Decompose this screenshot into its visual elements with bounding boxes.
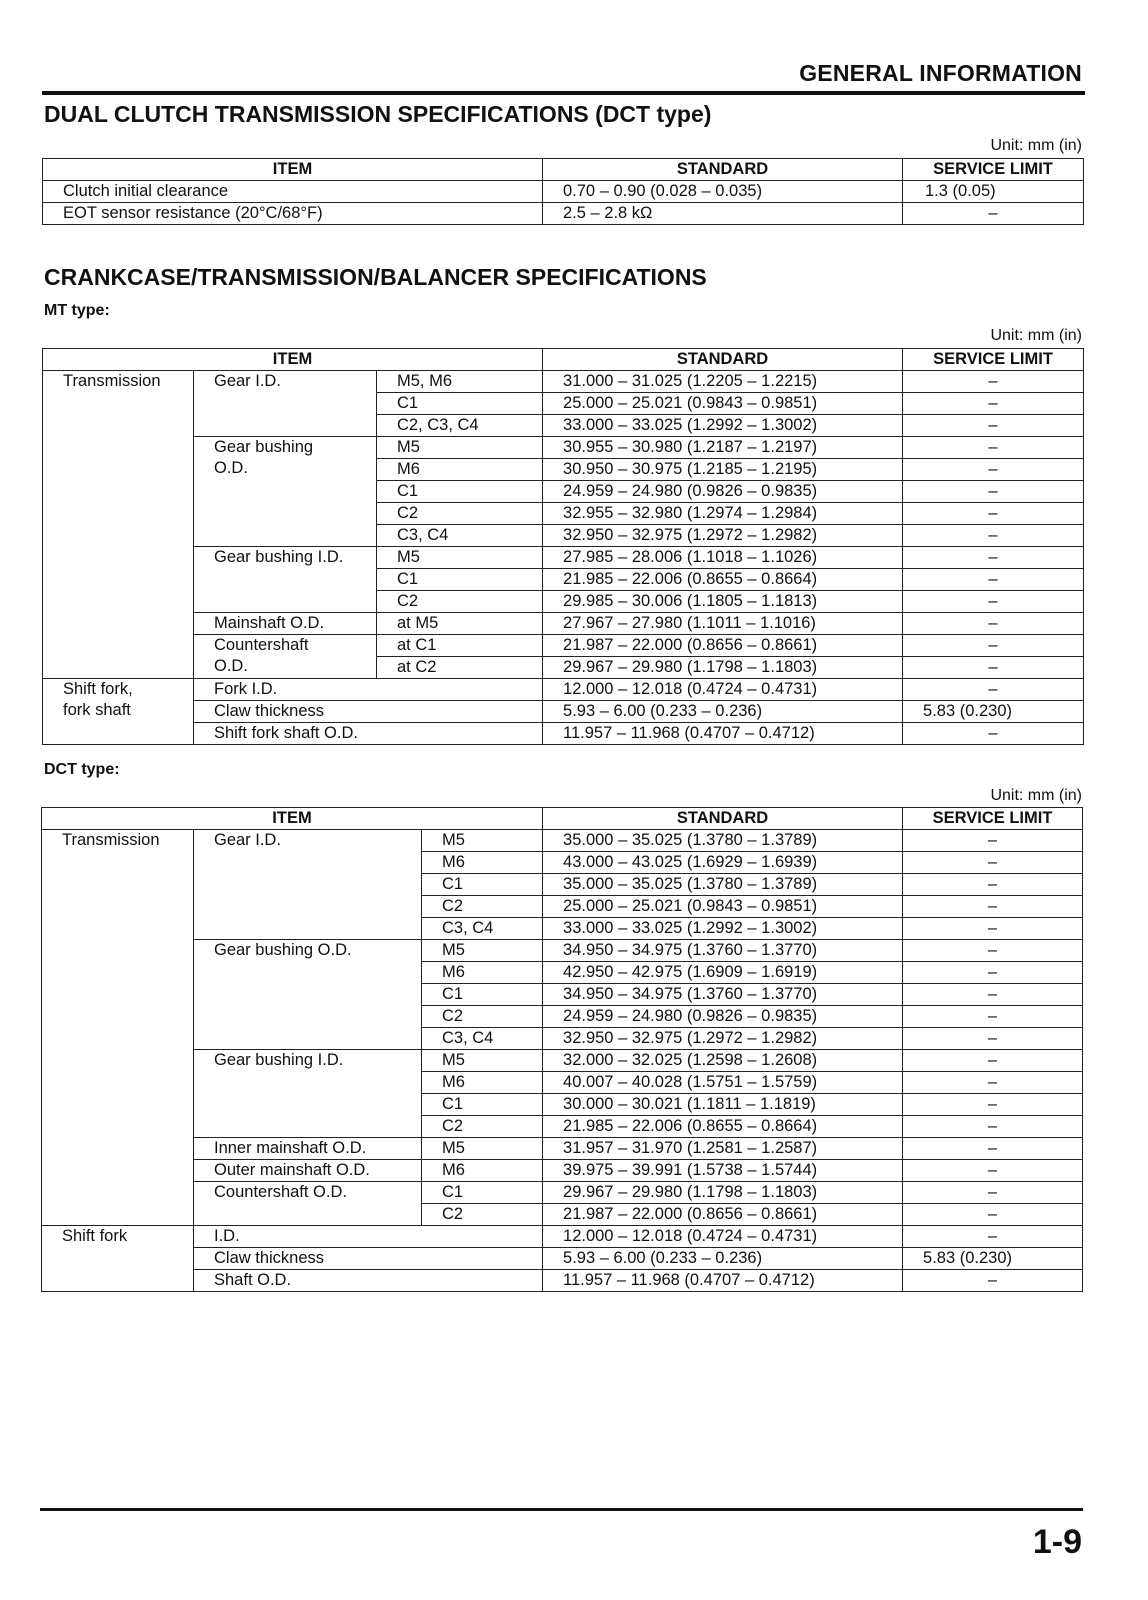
limit-cell: – — [903, 437, 1084, 459]
shaft-od-label: Shaft O.D. — [194, 1270, 543, 1292]
limit-cell: – — [903, 679, 1084, 701]
standard-cell: 5.93 – 6.00 (0.233 – 0.236) — [543, 701, 903, 723]
shift-fork-shaft-od-label: Shift fork shaft O.D. — [194, 723, 543, 745]
sub-cell: M5 — [377, 547, 543, 569]
standard-cell: 32.950 – 32.975 (1.2972 – 1.2982) — [543, 525, 903, 547]
standard-cell: 32.955 – 32.980 (1.2974 – 1.2984) — [543, 503, 903, 525]
limit-cell: – — [903, 613, 1084, 635]
table-row — [43, 181, 1084, 203]
limit-cell: – — [903, 371, 1084, 393]
limit-cell: – — [903, 635, 1084, 657]
limit-cell: 5.83 (0.230) — [903, 1248, 1083, 1270]
group-transmission: Transmission — [43, 371, 194, 679]
gear-bushing-id-label: Gear bushing I.D. — [194, 547, 377, 613]
dct-specs-title: DUAL CLUTCH TRANSMISSION SPECIFICATIONS (DCT type) — [44, 101, 712, 127]
limit-cell: – — [903, 657, 1084, 679]
mt-unit: Unit: mm (in) — [990, 327, 1082, 344]
standard-cell: 11.957 – 11.968 (0.4707 – 0.4712) — [543, 1270, 903, 1292]
limit-cell: – — [903, 723, 1084, 745]
countershaft-od-label: Countershaft O.D. — [194, 635, 377, 679]
dct-spec-table — [41, 807, 1083, 1292]
sub-cell: C2, C3, C4 — [377, 415, 543, 437]
standard-cell: 32.950 – 32.975 (1.2972 – 1.2982) — [543, 1028, 903, 1050]
limit-cell: – — [903, 1138, 1083, 1160]
group-shift-fork: Shift fork, fork shaft — [43, 679, 194, 745]
col-limit: SERVICE LIMIT — [903, 349, 1084, 371]
sub-cell: C1 — [377, 569, 543, 591]
mt-spec-table — [42, 348, 1084, 745]
claw-thickness-label: Claw thickness — [194, 1248, 543, 1270]
limit-cell: 1.3 (0.05) — [903, 181, 1084, 203]
limit-cell: – — [903, 962, 1083, 984]
limit-cell: – — [903, 481, 1084, 503]
limit-cell: – — [903, 984, 1083, 1006]
standard-cell: 29.967 – 29.980 (1.1798 – 1.1803) — [543, 657, 903, 679]
sub-cell: M5 — [422, 830, 543, 852]
limit-cell: – — [903, 459, 1084, 481]
sub-cell: M6 — [422, 962, 543, 984]
standard-cell: 34.950 – 34.975 (1.3760 – 1.3770) — [543, 984, 903, 1006]
standard-cell: 0.70 – 0.90 (0.028 – 0.035) — [543, 181, 903, 203]
standard-cell: 12.000 – 12.018 (0.4724 – 0.4731) — [543, 679, 903, 701]
limit-cell: – — [903, 940, 1083, 962]
limit-cell: – — [903, 415, 1084, 437]
sub-cell: C3, C4 — [422, 1028, 543, 1050]
limit-cell: – — [903, 1116, 1083, 1138]
item-cell: Clutch initial clearance — [43, 181, 543, 203]
standard-cell: 12.000 – 12.018 (0.4724 – 0.4731) — [543, 1226, 903, 1248]
header-rule — [42, 91, 1085, 95]
dct-specs-unit: Unit: mm (in) — [990, 137, 1082, 154]
limit-cell: – — [903, 1270, 1083, 1292]
limit-cell: – — [903, 591, 1084, 613]
sub-cell: C1 — [377, 393, 543, 415]
sub-cell: M6 — [422, 1072, 543, 1094]
standard-cell: 25.000 – 25.021 (0.9843 – 0.9851) — [543, 393, 903, 415]
sub-cell: C2 — [377, 503, 543, 525]
inner-mainshaft-label: Inner mainshaft O.D. — [194, 1138, 422, 1160]
sub-cell: M6 — [377, 459, 543, 481]
mainshaft-od-label: Mainshaft O.D. — [194, 613, 377, 635]
table-row — [43, 203, 1084, 225]
fork-id-label: I.D. — [194, 1226, 543, 1248]
gear-bushing-od-label: Gear bushing O.D. — [194, 940, 422, 1050]
standard-cell: 39.975 – 39.991 (1.5738 – 1.5744) — [543, 1160, 903, 1182]
limit-cell: – — [903, 525, 1084, 547]
standard-cell: 30.950 – 30.975 (1.2185 – 1.2195) — [543, 459, 903, 481]
sub-cell: M6 — [422, 852, 543, 874]
standard-cell: 21.985 – 22.006 (0.8655 – 0.8664) — [543, 569, 903, 591]
limit-cell: – — [903, 1050, 1083, 1072]
limit-cell: – — [903, 1006, 1083, 1028]
claw-thickness-label: Claw thickness — [194, 701, 543, 723]
limit-cell: – — [903, 1072, 1083, 1094]
gear-id-label: Gear I.D. — [194, 830, 422, 940]
standard-cell: 33.000 – 33.025 (1.2992 – 1.3002) — [543, 918, 903, 940]
sub-cell: C2 — [422, 1006, 543, 1028]
dct-type-label: DCT type: — [44, 761, 120, 778]
sub-cell: M5, M6 — [377, 371, 543, 393]
sub-cell: C2 — [377, 591, 543, 613]
crankcase-title: CRANKCASE/TRANSMISSION/BALANCER SPECIFICATIONS — [44, 264, 707, 290]
limit-cell: – — [903, 393, 1084, 415]
sub-cell: C2 — [422, 896, 543, 918]
limit-cell: – — [903, 1182, 1083, 1204]
sub-cell: at M5 — [377, 613, 543, 635]
standard-cell: 29.967 – 29.980 (1.1798 – 1.1803) — [543, 1182, 903, 1204]
countershaft-od-label: Countershaft O.D. — [194, 1182, 422, 1226]
standard-cell: 21.987 – 22.000 (0.8656 – 0.8661) — [543, 1204, 903, 1226]
standard-cell: 34.950 – 34.975 (1.3760 – 1.3770) — [543, 940, 903, 962]
col-standard: STANDARD — [543, 159, 903, 181]
sub-cell: M5 — [422, 940, 543, 962]
limit-cell: – — [903, 203, 1084, 225]
standard-cell: 33.000 – 33.025 (1.2992 – 1.3002) — [543, 415, 903, 437]
limit-cell: – — [903, 547, 1084, 569]
sub-cell: at C1 — [377, 635, 543, 657]
col-standard: STANDARD — [543, 349, 903, 371]
col-item: ITEM — [42, 808, 543, 830]
sub-cell: C3, C4 — [422, 918, 543, 940]
standard-cell: 27.967 – 27.980 (1.1011 – 1.1016) — [543, 613, 903, 635]
limit-cell: 5.83 (0.230) — [903, 701, 1084, 723]
limit-cell: – — [903, 918, 1083, 940]
standard-cell: 30.000 – 30.021 (1.1811 – 1.1819) — [543, 1094, 903, 1116]
col-item: ITEM — [43, 159, 543, 181]
sub-cell: M5 — [422, 1050, 543, 1072]
limit-cell: – — [903, 569, 1084, 591]
standard-cell: 24.959 – 24.980 (0.9826 – 0.9835) — [543, 481, 903, 503]
standard-cell: 27.985 – 28.006 (1.1018 – 1.1026) — [543, 547, 903, 569]
col-item: ITEM — [43, 349, 543, 371]
sub-cell: C1 — [422, 984, 543, 1006]
limit-cell: – — [903, 896, 1083, 918]
col-limit: SERVICE LIMIT — [903, 159, 1084, 181]
standard-cell: 24.959 – 24.980 (0.9826 – 0.9835) — [543, 1006, 903, 1028]
sub-cell: C1 — [422, 1094, 543, 1116]
sub-cell: C1 — [422, 1182, 543, 1204]
limit-cell: – — [903, 830, 1083, 852]
limit-cell: – — [903, 1204, 1083, 1226]
standard-cell: 30.955 – 30.980 (1.2187 – 1.2197) — [543, 437, 903, 459]
gear-bushing-od-label: Gear bushing O.D. — [194, 437, 377, 547]
footer-rule — [40, 1508, 1083, 1511]
sub-cell: C2 — [422, 1116, 543, 1138]
standard-cell: 43.000 – 43.025 (1.6929 – 1.6939) — [543, 852, 903, 874]
standard-cell: 35.000 – 35.025 (1.3780 – 1.3789) — [543, 874, 903, 896]
sub-cell: M6 — [422, 1160, 543, 1182]
standard-cell: 25.000 – 25.021 (0.9843 – 0.9851) — [543, 896, 903, 918]
section-header: GENERAL INFORMATION — [799, 60, 1082, 86]
standard-cell: 31.000 – 31.025 (1.2205 – 1.2215) — [543, 371, 903, 393]
outer-mainshaft-label: Outer mainshaft O.D. — [194, 1160, 422, 1182]
gear-id-label: Gear I.D. — [194, 371, 377, 437]
group-shift-fork: Shift fork — [42, 1226, 194, 1292]
standard-cell: 42.950 – 42.975 (1.6909 – 1.6919) — [543, 962, 903, 984]
limit-cell: – — [903, 1160, 1083, 1182]
item-cell: EOT sensor resistance (20°C/68°F) — [43, 203, 543, 225]
col-limit: SERVICE LIMIT — [903, 808, 1083, 830]
sub-cell: M5 — [377, 437, 543, 459]
standard-cell: 40.007 – 40.028 (1.5751 – 1.5759) — [543, 1072, 903, 1094]
standard-cell: 2.5 – 2.8 kΩ — [543, 203, 903, 225]
limit-cell: – — [903, 503, 1084, 525]
limit-cell: – — [903, 1028, 1083, 1050]
mt-type-label: MT type: — [44, 302, 110, 319]
standard-cell: 31.957 – 31.970 (1.2581 – 1.2587) — [543, 1138, 903, 1160]
fork-id-label: Fork I.D. — [194, 679, 543, 701]
standard-cell: 5.93 – 6.00 (0.233 – 0.236) — [543, 1248, 903, 1270]
standard-cell: 29.985 – 30.006 (1.1805 – 1.1813) — [543, 591, 903, 613]
limit-cell: – — [903, 874, 1083, 896]
dct-specs-table — [42, 158, 1084, 225]
standard-cell: 32.000 – 32.025 (1.2598 – 1.2608) — [543, 1050, 903, 1072]
dct-unit: Unit: mm (in) — [990, 787, 1082, 804]
col-standard: STANDARD — [543, 808, 903, 830]
standard-cell: 21.987 – 22.000 (0.8656 – 0.8661) — [543, 635, 903, 657]
standard-cell: 11.957 – 11.968 (0.4707 – 0.4712) — [543, 723, 903, 745]
standard-cell: 35.000 – 35.025 (1.3780 – 1.3789) — [543, 830, 903, 852]
sub-cell: C1 — [377, 481, 543, 503]
sub-cell: C1 — [422, 874, 543, 896]
sub-cell: M5 — [422, 1138, 543, 1160]
gear-bushing-id-label: Gear bushing I.D. — [194, 1050, 422, 1138]
group-transmission: Transmission — [42, 830, 194, 1226]
limit-cell: – — [903, 852, 1083, 874]
limit-cell: – — [903, 1094, 1083, 1116]
sub-cell: C2 — [422, 1204, 543, 1226]
page-number: 1-9 — [1032, 1523, 1082, 1561]
sub-cell: at C2 — [377, 657, 543, 679]
standard-cell: 21.985 – 22.006 (0.8655 – 0.8664) — [543, 1116, 903, 1138]
limit-cell: – — [903, 1226, 1083, 1248]
sub-cell: C3, C4 — [377, 525, 543, 547]
